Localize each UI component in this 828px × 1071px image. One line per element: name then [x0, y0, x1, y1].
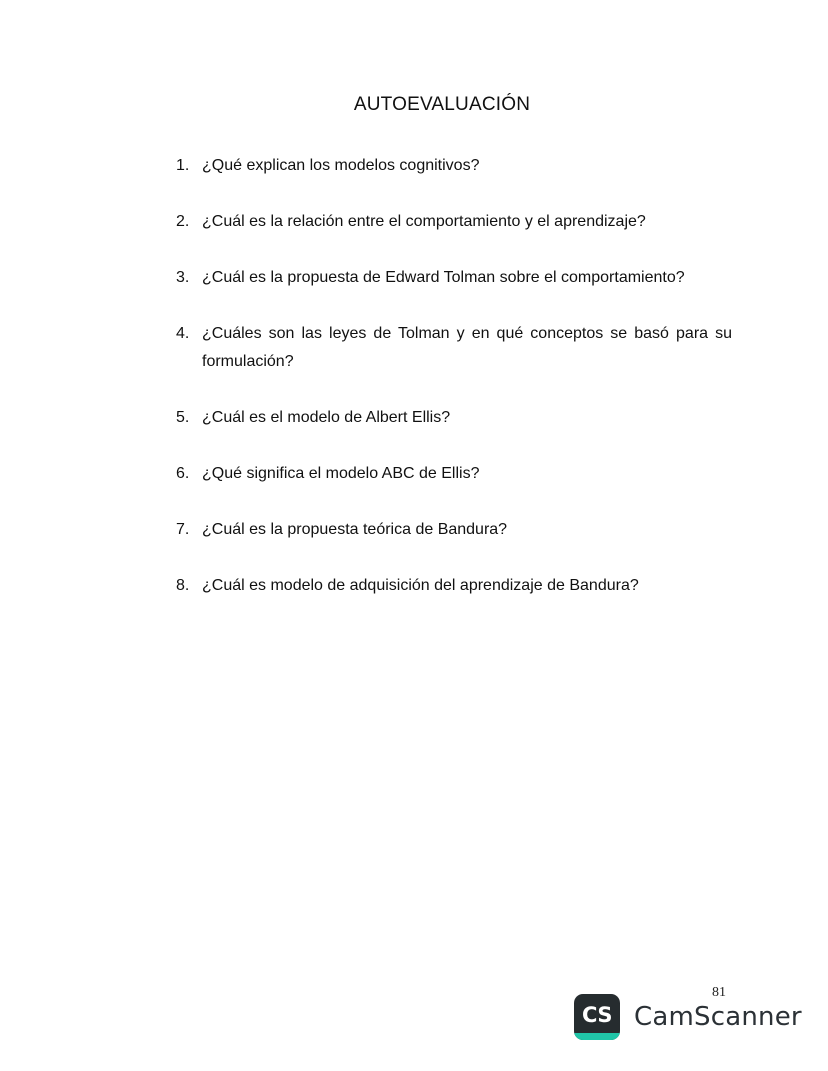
question-number: 6.	[176, 465, 190, 482]
question-item	[176, 320, 732, 376]
question-text: ¿Qué explican los modelos cognitivos?	[202, 157, 480, 174]
question-item	[176, 516, 732, 544]
question-item	[176, 460, 732, 488]
question-text: ¿Qué significa el modelo ABC de Ellis?	[202, 465, 480, 482]
question-text: ¿Cuáles son las leyes de Tolman y en qué conceptos se basó para su formulación?	[202, 325, 732, 370]
question-number: 5.	[176, 409, 190, 426]
question-text: ¿Cuál es el modelo de Albert Ellis?	[202, 409, 451, 426]
question-item	[176, 208, 732, 236]
question-item	[176, 264, 732, 292]
question-number: 4.	[176, 325, 190, 342]
question-number: 2.	[176, 213, 190, 230]
camscanner-logo-icon	[574, 994, 620, 1040]
page-number: 81	[712, 985, 726, 1000]
question-number: 3.	[176, 269, 190, 286]
question-item	[176, 572, 732, 600]
question-item	[176, 152, 732, 180]
question-number: 7.	[176, 521, 190, 538]
camscanner-logo-text: CS	[582, 1002, 612, 1027]
question-text: ¿Cuál es modelo de adquisición del aprendizaje de Bandura?	[202, 577, 639, 594]
question-text: ¿Cuál es la relación entre el comportamiento y el aprendizaje?	[202, 213, 646, 230]
question-item	[176, 404, 732, 432]
question-text: ¿Cuál es la propuesta de Edward Tolman sobre el comportamiento?	[202, 269, 685, 286]
question-number: 8.	[176, 577, 190, 594]
question-text: ¿Cuál es la propuesta teórica de Bandura?	[202, 521, 508, 538]
camscanner-brand-name: CamScanner	[634, 1002, 802, 1032]
question-number: 1.	[176, 157, 190, 174]
camscanner-watermark	[574, 993, 802, 1041]
page-title: AUTOEVALUACIÓN	[353, 94, 531, 115]
